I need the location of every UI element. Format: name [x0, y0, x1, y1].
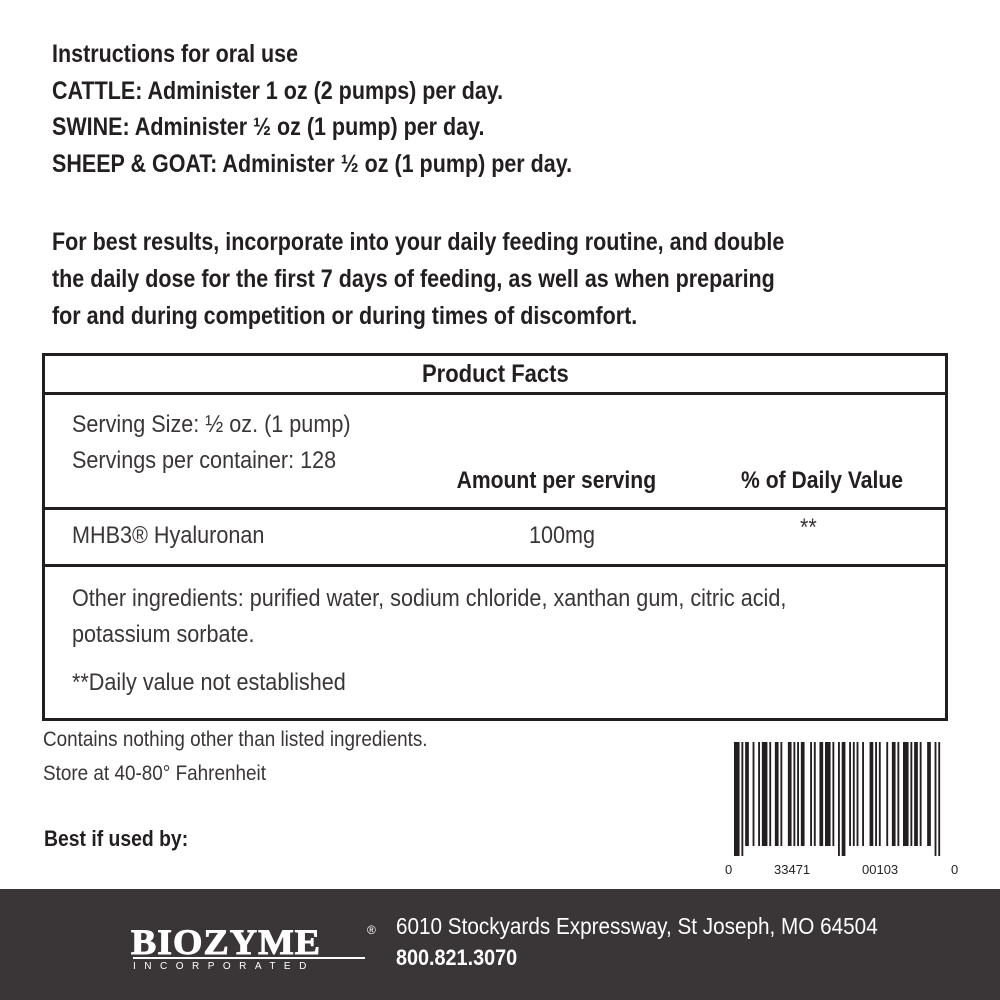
advice-block: [52, 224, 946, 335]
instruction-sheep-goat: SHEEP & GOAT: Administer ½ oz (1 pump) per day.: [52, 149, 573, 178]
serving-info: [45, 395, 945, 510]
product-facts-table: [42, 353, 948, 721]
barcode-bar: [810, 742, 812, 846]
barcode-bar: [753, 742, 755, 846]
footer-bar: [0, 889, 1000, 1000]
barcode-bar: [853, 742, 855, 846]
barcode-bar: [814, 742, 816, 846]
barcode-bar: [780, 742, 782, 846]
barcode-digits-group-1: 33471: [774, 862, 811, 877]
servings-per-container: Servings per container: 128: [72, 447, 337, 474]
barcode-bar: [842, 742, 846, 856]
barcode-bar: [788, 742, 792, 846]
barcode-bar: [862, 742, 864, 846]
biozyme-logo: [131, 921, 376, 972]
serving-size: Serving Size: ½ oz. (1 pump): [72, 411, 351, 438]
product-facts-title: Product Facts: [421, 360, 569, 388]
barcode-bar: [903, 742, 909, 846]
barcode-bar: [879, 742, 881, 846]
barcode-bar: [758, 742, 760, 846]
barcode-bar: [762, 742, 768, 846]
barcode-bars: [734, 742, 944, 856]
barcode-bar: [745, 742, 749, 846]
company-phone: 800.821.3070: [396, 945, 518, 970]
barcode-bar: [825, 742, 831, 846]
barcode-bar: [775, 742, 779, 846]
best-if-used-by: Best if used by:: [44, 826, 189, 851]
barcode-bar: [875, 742, 877, 846]
instruction-swine: SWINE: Administer ½ oz (1 pump) per day.: [52, 113, 485, 141]
barcode-bar: [920, 742, 922, 846]
other-ingredients-line-2: potassium sorbate.: [72, 621, 255, 648]
advice-line-1: For best results, incorporate into your daily feeding routine, and double: [52, 228, 785, 256]
barcode-bar: [910, 742, 912, 846]
barcode-bar: [734, 742, 740, 856]
barcode-bar: [849, 742, 851, 846]
barcode-digits-group-2: 00103: [862, 862, 899, 877]
barcode-bar: [886, 742, 888, 846]
barcode-bar: [838, 742, 840, 856]
barcode-bar: [769, 742, 771, 846]
barcode-digit-right: 0: [951, 862, 959, 877]
product-facts-header: [45, 356, 945, 395]
ingredient-amount: 100mg: [529, 522, 596, 549]
barcode-bar: [892, 742, 896, 846]
ingredient-name: MHB3® Hyaluronan: [72, 522, 265, 549]
other-ingredients-line-1: Other ingredients: purified water, sodium chloride, xanthan gum, citric acid,: [72, 585, 787, 612]
barcode-digit-left: 0: [725, 862, 733, 877]
advice-line-2: the daily dose for the first 7 days of feeding, as well as when preparing: [52, 265, 775, 293]
barcode-bar: [870, 742, 874, 846]
other-ingredients: [45, 567, 945, 718]
amount-per-serving-header: Amount per serving: [456, 467, 657, 494]
advice-line-3: for and during competition or during times of discomfort.: [52, 302, 638, 330]
logo-wordmark: BIOZYME: [131, 922, 322, 962]
barcode-bar: [741, 742, 743, 856]
storage-note: Store at 40-80° Fahrenheit: [43, 762, 266, 785]
barcode-bar: [897, 742, 899, 846]
logo-incorporated: INCORPORATED: [133, 957, 365, 972]
daily-value-header: % of Daily Value: [741, 467, 904, 494]
company-address: 6010 Stockyards Expressway, St Joseph, MO 64504: [396, 913, 878, 939]
barcode-bar: [797, 742, 799, 846]
instructions-block: [52, 36, 946, 182]
barcode-bar: [938, 742, 940, 856]
barcode-bar: [819, 742, 823, 846]
instruction-cattle: CATTLE: Administer 1 oz (2 pumps) per day.: [52, 76, 504, 105]
contains-note: Contains nothing other than listed ingredients.: [43, 728, 428, 751]
ingredient-daily-value: **: [800, 514, 817, 541]
barcode-bar: [801, 742, 805, 846]
logo-registered-mark: ®: [367, 923, 376, 937]
barcode-bar: [793, 742, 795, 846]
barcode-bar: [857, 742, 859, 846]
ingredient-row: [45, 510, 945, 567]
barcode-bar: [927, 742, 931, 846]
barcode-bar: [832, 742, 834, 846]
barcode-bar: [935, 742, 937, 856]
barcode-bar: [914, 742, 918, 846]
instructions-heading: Instructions for oral use: [52, 40, 299, 68]
daily-value-footnote: **Daily value not established: [72, 669, 346, 696]
